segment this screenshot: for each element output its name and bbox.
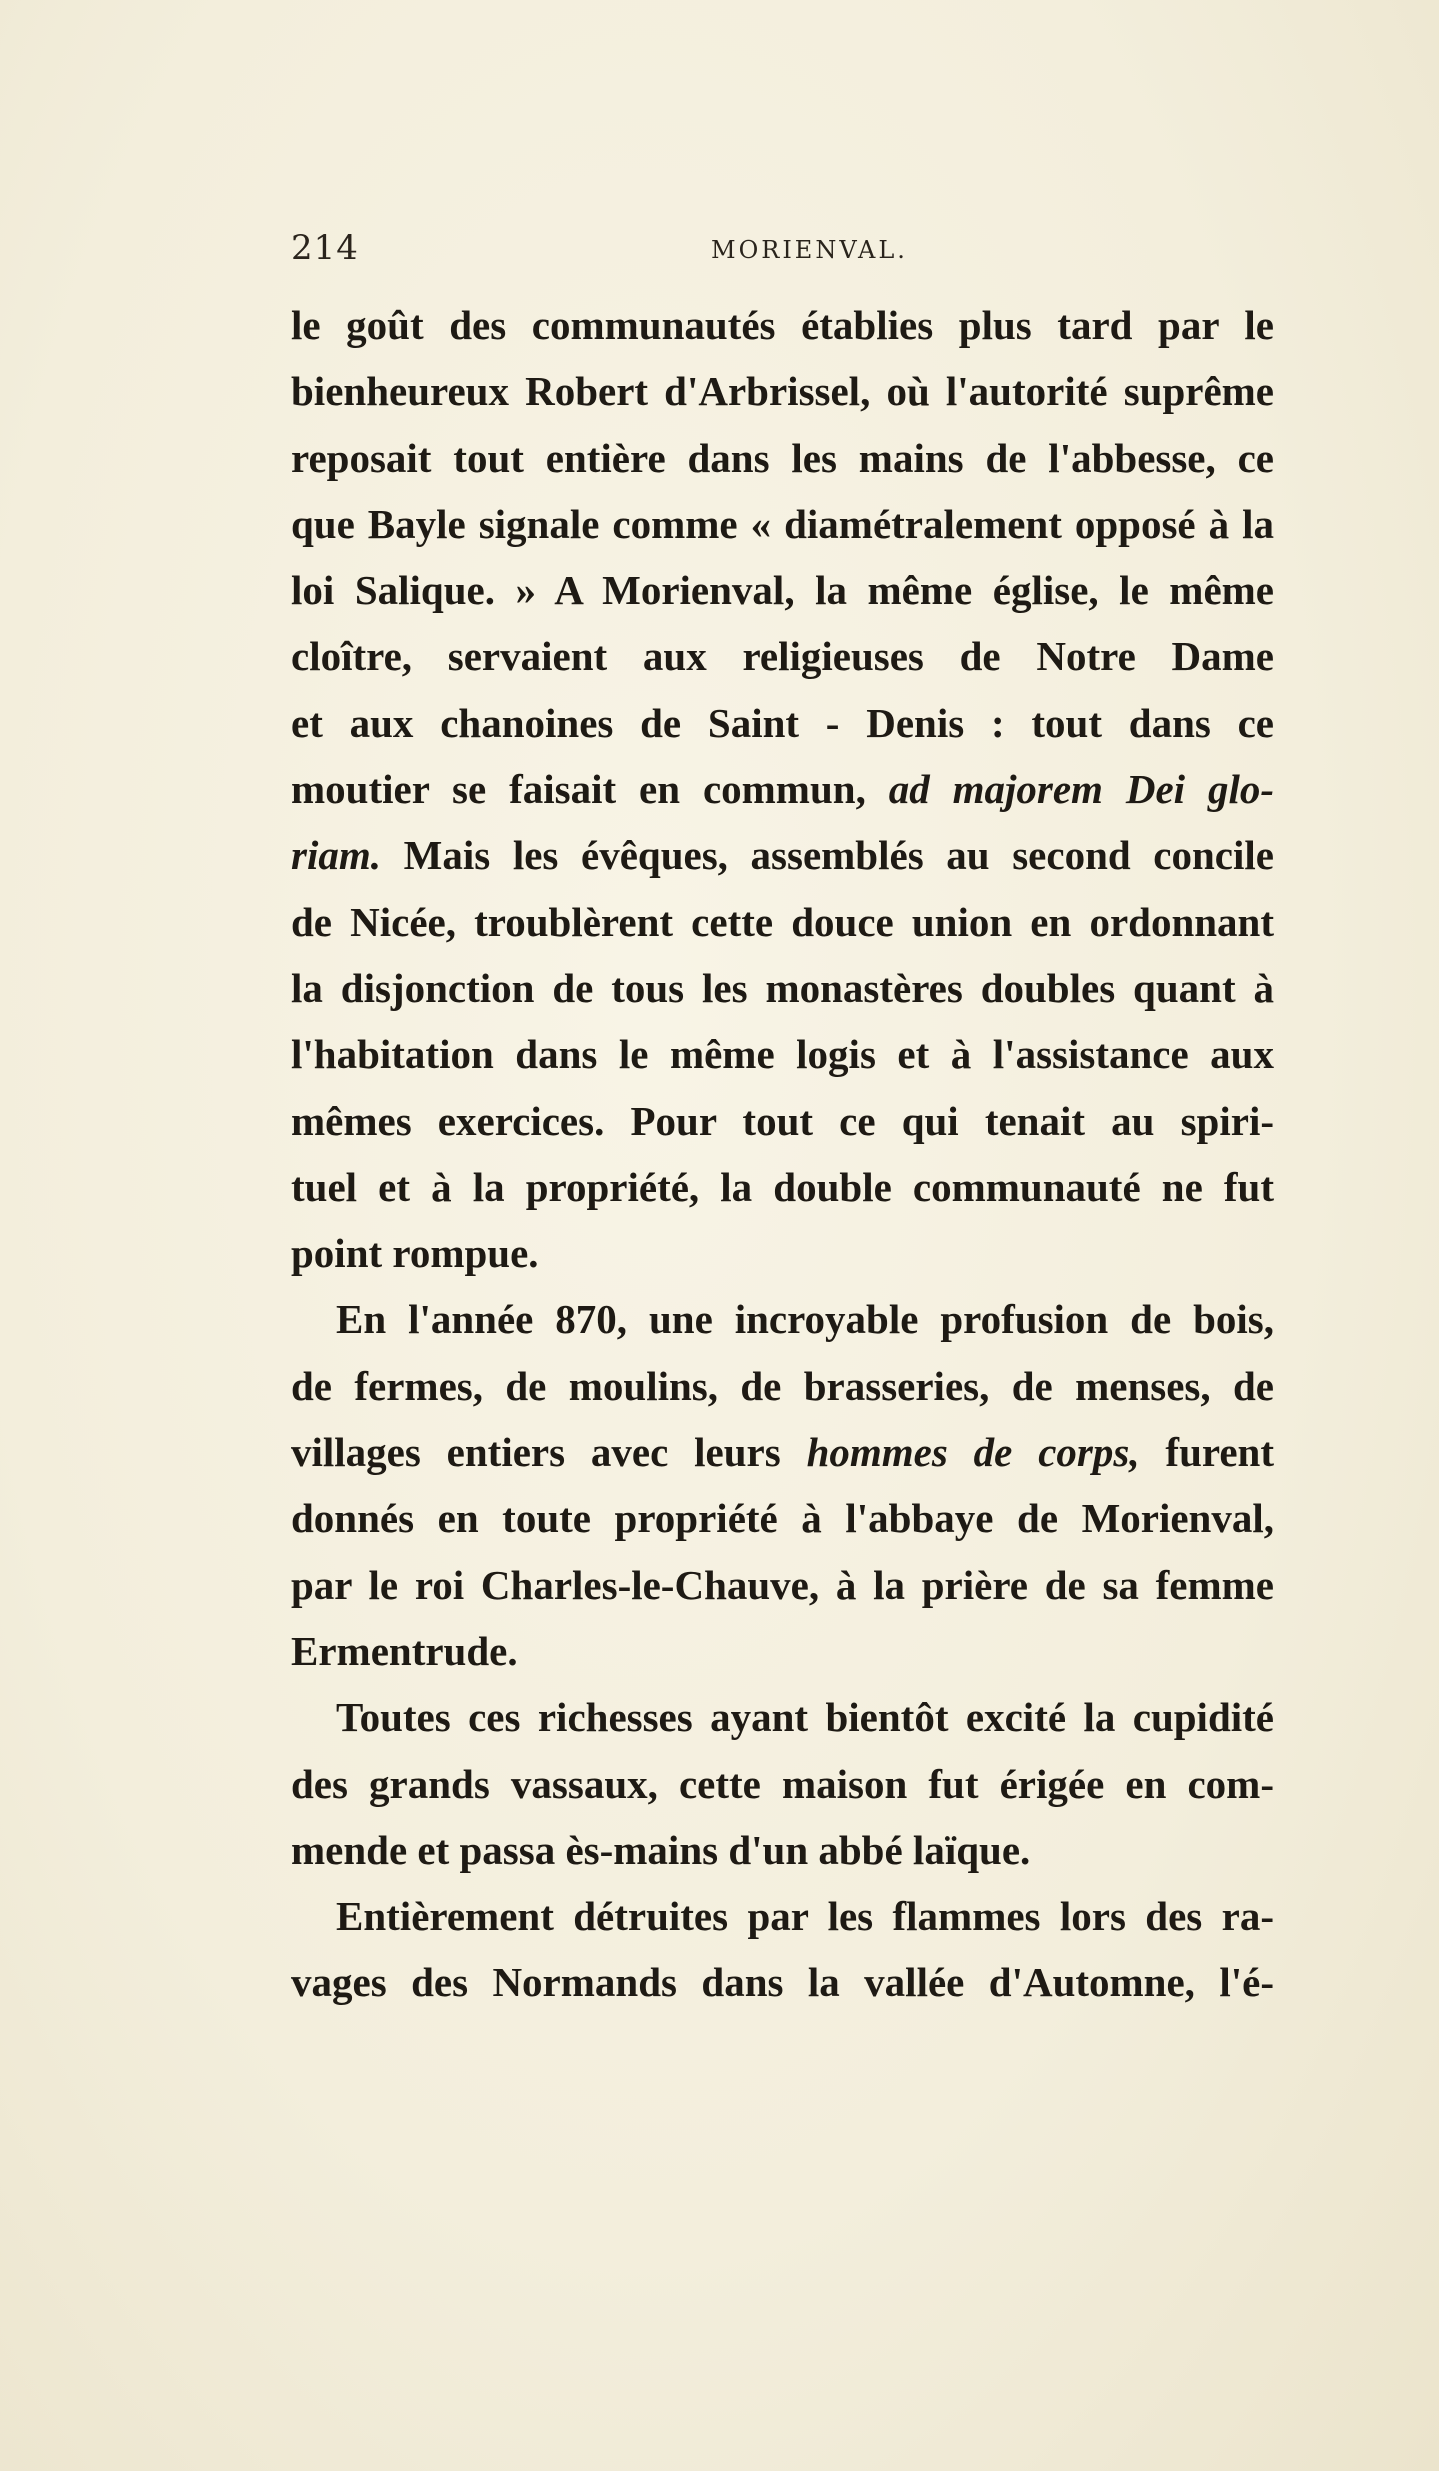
text-line: la disjonction de tous les monastères doubles quant à (291, 964, 1274, 1011)
text-line: mêmes exercices. Pour tout ce qui tenait au spiri- (291, 1097, 1274, 1144)
text-line: vages des Normands dans la vallée d'Automne, l'é- (291, 1959, 1274, 2006)
text-line: de fermes, de moulins, de brasseries, de menses, de (291, 1362, 1274, 1409)
text-line: tuel et à la propriété, la double communauté ne fut (291, 1163, 1274, 1210)
text-line: le goût des communautés établies plus tard par le (291, 302, 1274, 348)
text-line: bienheureux Robert d'Arbrissel, où l'autorité suprême (291, 368, 1274, 415)
latin-phrase: riam. (291, 832, 381, 879)
text-line: Entièrement détruites par les flammes lors des ra- (336, 1893, 1274, 1940)
text-line: cloître, servaient aux religieuses de Notre Dame (291, 633, 1274, 680)
text-line: loi Salique. » A Morienval, la même église, le même (291, 567, 1274, 614)
text-line: point rompue. (291, 1230, 539, 1277)
text-line: moutier se faisait en commun, ad majorem Dei glo- (291, 766, 1274, 813)
page-header (291, 224, 1271, 274)
text-line: En l'année 870, une incroyable profusion de bois, (336, 1296, 1274, 1343)
text-line: reposait tout entière dans les mains de l'abbesse, ce (291, 434, 1274, 481)
running-title: MORIENVAL. (711, 236, 908, 264)
page-number: 214 (291, 228, 359, 268)
text-line: que Bayle signale comme « diamétralement opposé à la (291, 500, 1274, 547)
text-line: et aux chanoines de Saint - Denis : tout dans ce (291, 699, 1274, 746)
text-line: de Nicée, troublèrent cette douce union en ordonnant (291, 898, 1274, 945)
text-line: donnés en toute propriété à l'abbaye de Morienval, (291, 1495, 1274, 1542)
text-line: Toutes ces richesses ayant bientôt excité la cupidité (336, 1694, 1274, 1741)
italic-phrase: hommes de corps, (806, 1429, 1140, 1476)
text-line: riam. Mais les évêques, assemblés au second concile (291, 832, 1274, 879)
text-line: mende et passa ès-mains d'un abbé laïque. (291, 1826, 1031, 1873)
text-line: villages entiers avec leurs hommes de corps, furent (291, 1429, 1274, 1476)
text-line: l'habitation dans le même logis et à l'assistance aux (291, 1031, 1274, 1078)
latin-phrase: ad majorem Dei glo- (888, 766, 1274, 813)
text-line: Ermentrude. (291, 1627, 518, 1674)
text-line: des grands vassaux, cette maison fut érigée en com- (291, 1760, 1274, 1807)
body-text (291, 292, 1274, 2016)
text-line: par le roi Charles-le-Chauve, à la prière de sa femme (291, 1561, 1274, 1608)
